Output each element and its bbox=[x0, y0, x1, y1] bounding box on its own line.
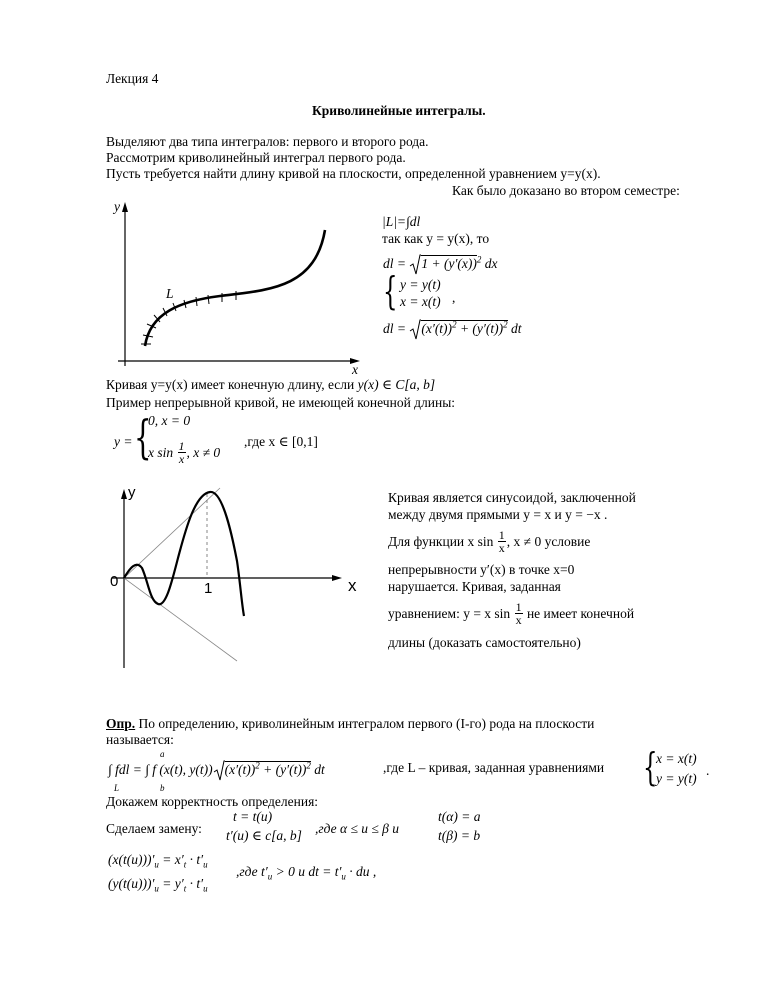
right-text-4: непрерывности y′(x) в точке x=0 bbox=[388, 562, 575, 577]
fig1-x-label: x bbox=[352, 362, 358, 377]
bound-a: t(α) = a bbox=[438, 809, 481, 824]
intro-line-3: Пусть требуется найти длину кривой на плоскости, определенной уравнением y=y(x). bbox=[106, 166, 601, 181]
intro-line-4: Как было доказано во втором семестре: bbox=[452, 183, 680, 198]
sqrt-sign-icon bbox=[409, 254, 421, 276]
fig1-curve-label: L bbox=[166, 286, 174, 301]
sinusoid-curve bbox=[124, 492, 244, 616]
y-axis-arrow-icon bbox=[122, 202, 128, 212]
intro-line-2: Рассмотрим криволинейный интеграл первого рода. bbox=[106, 150, 406, 165]
fig2-y-label: y bbox=[128, 484, 136, 501]
definition-sys-y: y = y(t) bbox=[656, 771, 697, 786]
fig1-y-label: y bbox=[114, 199, 120, 214]
right-text-5: нарушается. Кривая, заданная bbox=[388, 579, 561, 594]
line-y-eq-minus-x bbox=[124, 578, 237, 661]
figure-xsin-graph bbox=[112, 486, 372, 671]
dl-formula-1: dl = $1 + (y'(x))^2$ dx bbox=[383, 254, 498, 276]
example-brace: { bbox=[134, 410, 152, 464]
proof-title: Докажем корректность определения: bbox=[106, 794, 319, 809]
derivative-condition: ,где $t'_u > 0$ и dt = $t'_u$ · du , bbox=[236, 864, 377, 882]
condition-line: Кривая y=y(x) имеет конечную длину, если y(x) ∈ C[a, b] bbox=[106, 377, 436, 392]
sqrt-sign-icon bbox=[213, 760, 225, 782]
bound-b: t(β) = b bbox=[438, 828, 481, 843]
system1-comma: , bbox=[452, 290, 456, 305]
integral-lower-limit: b bbox=[160, 783, 165, 793]
system1-eq-y: y = y(t) bbox=[400, 277, 441, 292]
definition-line-1: Опр. По определению, криволинейным интегралом первого (I-го) рода на плоскости bbox=[106, 716, 595, 731]
fig2-zero-label: 0 bbox=[110, 573, 119, 590]
substitution-where: ,где α ≤ u ≤ β и bbox=[315, 821, 400, 836]
example-text: Пример непрерывной кривой, не имеющей конечной длины: bbox=[106, 395, 456, 410]
fig2-y-axis-arrow-icon bbox=[121, 489, 127, 499]
lecture-number: Лекция 4 bbox=[106, 71, 159, 86]
sqrt-sign-icon bbox=[409, 319, 421, 341]
right-text-7: длины (доказать самостоятельно) bbox=[388, 635, 581, 650]
definition-sys-x: x = x(t) bbox=[656, 751, 697, 766]
length-formula: |L|=∫dl bbox=[382, 214, 421, 229]
curve-ticks bbox=[141, 291, 236, 344]
definition-line-2: называется: bbox=[106, 732, 174, 747]
right-text-2: между двумя прямыми y = x и y = −x . bbox=[388, 507, 608, 522]
derivative-y: $(y(t(u)))'_u = y'_t \cdot t'_u$ bbox=[108, 876, 208, 894]
example-y-eq: y = bbox=[114, 434, 133, 449]
integral-upper-limit: a bbox=[160, 749, 165, 759]
example-where: ,где x ∈ [0,1] bbox=[244, 434, 318, 449]
derivative-x: $(x(t(u)))'_u = x'_t \cdot t'_u$ bbox=[108, 852, 208, 870]
fig2-one-label: 1 bbox=[204, 580, 213, 597]
intro-line-1: Выделяют два типа интегралов: первого и второго рода. bbox=[106, 134, 429, 149]
example-case-2: x sin $\frac{1}{x}$ , x ≠ 0 bbox=[148, 439, 221, 466]
fig2-x-axis-arrow-icon bbox=[332, 575, 342, 581]
definition-where: ,где L – кривая, заданная уравнениями bbox=[383, 760, 605, 775]
example-case-1: 0, x = 0 bbox=[148, 413, 191, 428]
system1-eq-x: x = x(t) bbox=[400, 294, 441, 309]
fig2-x-label: x bbox=[348, 576, 357, 595]
right-text-3: Для функции x sin $\frac{1}{x}$ , x ≠ 0 условие bbox=[388, 528, 591, 555]
substitution-t: t = t(u) bbox=[233, 809, 273, 824]
page-title: Криволинейные интегралы. bbox=[312, 103, 486, 118]
definition-brace: { bbox=[643, 745, 658, 789]
right-text-1: Кривая является синусоидой, заключенной bbox=[388, 490, 636, 505]
substitution-label: Сделаем замену: bbox=[106, 821, 202, 836]
figure-curve-length bbox=[110, 198, 370, 378]
integral-sub-L: L bbox=[114, 783, 120, 793]
substitution-dt: t′(u) ∈ c[a, b] bbox=[226, 828, 302, 843]
dl-formula-2: dl = $(x'(t))^2 + (y'(t))^2$ dt bbox=[383, 319, 522, 341]
system-brace-1: { bbox=[383, 269, 398, 313]
right-text-6: уравнением: y = x sin $\frac{1}{x}$ не имеет конечной bbox=[388, 600, 635, 627]
since-text: так как y = y(x), то bbox=[382, 231, 490, 246]
definition-dot: . bbox=[706, 763, 710, 778]
definition-integral: ∫ fdl = ∫ f (x(t), y(t)) $(x'(t))^2 + (y'(t))^2$ dt bbox=[108, 760, 325, 782]
